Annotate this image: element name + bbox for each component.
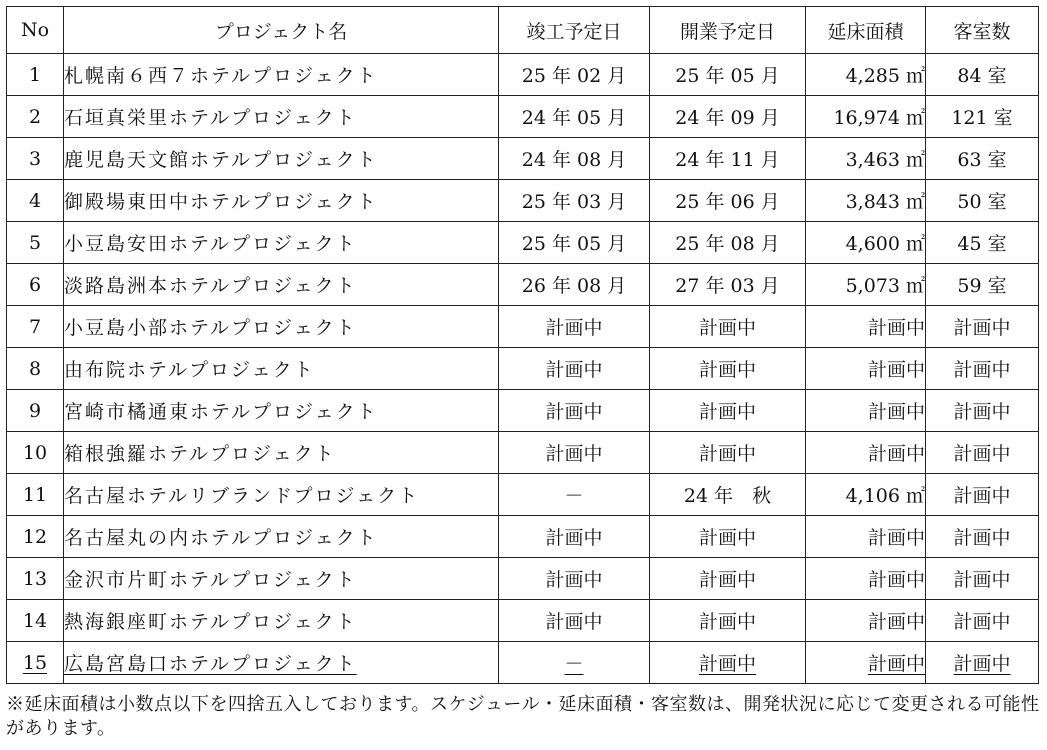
- row-project-name-cell: [64, 516, 499, 558]
- row-room-count: 63 室: [957, 149, 1007, 171]
- row-completion-date: 計画中: [545, 317, 603, 339]
- table-row: [7, 264, 1039, 306]
- row-completion-date: 計画中: [545, 401, 603, 423]
- row-project-name-cell: [64, 348, 499, 390]
- row-floor-area: 4,285 ㎡: [845, 65, 925, 87]
- row-completion-date: 24 年 08 月: [521, 149, 627, 171]
- row-floor-area: 計画中: [867, 653, 925, 675]
- row-room-count-cell: [926, 138, 1039, 180]
- row-project-name: 札幌南６西７ホテルプロジェクト: [64, 65, 378, 87]
- row-opening-date: 25 年 06 月: [675, 191, 780, 213]
- table-header-row: [7, 7, 1039, 54]
- row-no-cell: [7, 600, 64, 642]
- row-project-name: 名古屋ホテルリブランドプロジェクト: [64, 485, 420, 507]
- row-opening-date-cell: [650, 138, 806, 180]
- row-room-count-cell: [926, 306, 1039, 348]
- row-completion-date-cell: [499, 180, 650, 222]
- row-no-cell: [7, 264, 64, 306]
- row-project-name: 熱海銀座町ホテルプロジェクト: [64, 611, 357, 633]
- row-floor-area-cell: [806, 390, 926, 432]
- row-room-count: 59 室: [957, 275, 1007, 297]
- row-project-name-cell: [64, 54, 499, 96]
- header-floor-area: 延床面積: [806, 7, 926, 54]
- row-completion-date: －: [564, 653, 584, 675]
- row-floor-area-cell: [806, 516, 926, 558]
- row-project-name-cell: [64, 138, 499, 180]
- row-opening-date: 24 年 秋: [683, 485, 772, 507]
- table-row: [7, 390, 1039, 432]
- row-floor-area-cell: [806, 348, 926, 390]
- row-completion-date: 計画中: [545, 359, 603, 381]
- row-completion-date-cell: [499, 600, 650, 642]
- row-room-count: 計画中: [953, 527, 1011, 549]
- row-project-name: 鹿児島天文館ホテルプロジェクト: [64, 149, 378, 171]
- table-row: [7, 96, 1039, 138]
- row-floor-area: 16,974 ㎡: [833, 107, 925, 129]
- row-no-cell: [7, 348, 64, 390]
- row-opening-date-cell: [650, 474, 806, 516]
- header-room-count: 客室数: [926, 7, 1039, 54]
- row-project-name-cell: [64, 96, 499, 138]
- row-project-name-cell: [64, 558, 499, 600]
- row-floor-area: 計画中: [867, 401, 925, 423]
- table-row: [7, 222, 1039, 264]
- row-room-count-cell: [926, 600, 1039, 642]
- row-no-cell: [7, 138, 64, 180]
- row-opening-date-cell: [650, 432, 806, 474]
- row-floor-area: 3,463 ㎡: [845, 149, 925, 171]
- row-room-count: 計画中: [953, 569, 1011, 591]
- header-opening-date: 開業予定日: [650, 7, 806, 54]
- row-project-name: 金沢市片町ホテルプロジェクト: [64, 569, 357, 591]
- row-no-cell: [7, 432, 64, 474]
- row-room-count-cell: [926, 264, 1039, 306]
- row-project-name-cell: [64, 432, 499, 474]
- row-opening-date: 計画中: [698, 653, 756, 675]
- row-opening-date: 24 年 11 月: [675, 149, 780, 171]
- row-opening-date-cell: [650, 96, 806, 138]
- row-room-count: 45 室: [957, 233, 1007, 255]
- row-room-count-cell: [926, 432, 1039, 474]
- row-project-name-cell: [64, 642, 499, 684]
- row-completion-date: 24 年 05 月: [521, 107, 627, 129]
- row-floor-area: 計画中: [867, 359, 925, 381]
- row-project-name: 御殿場東田中ホテルプロジェクト: [64, 191, 378, 213]
- row-opening-date: 計画中: [698, 569, 756, 591]
- row-completion-date: 計画中: [545, 527, 603, 549]
- row-floor-area: 4,600 ㎡: [845, 233, 925, 255]
- row-completion-date-cell: [499, 54, 650, 96]
- row-floor-area-cell: [806, 54, 926, 96]
- row-project-name-cell: [64, 474, 499, 516]
- row-project-name-cell: [64, 180, 499, 222]
- row-no-cell: [7, 222, 64, 264]
- row-project-name: 由布院ホテルプロジェクト: [64, 359, 315, 381]
- row-completion-date-cell: [499, 558, 650, 600]
- row-completion-date-cell: [499, 306, 650, 348]
- row-floor-area: 計画中: [867, 569, 925, 591]
- row-project-name: 小豆島安田ホテルプロジェクト: [64, 233, 357, 255]
- row-room-count-cell: [926, 558, 1039, 600]
- header-project-name: プロジェクト名: [64, 7, 499, 54]
- row-completion-date-cell: [499, 222, 650, 264]
- row-no: 5: [28, 231, 42, 254]
- header-no: No: [7, 7, 64, 54]
- row-project-name-cell: [64, 306, 499, 348]
- row-no-cell: [7, 516, 64, 558]
- row-no-cell: [7, 96, 64, 138]
- row-opening-date: 25 年 05 月: [675, 65, 780, 87]
- row-floor-area-cell: [806, 264, 926, 306]
- table-row: [7, 348, 1039, 390]
- row-opening-date-cell: [650, 264, 806, 306]
- row-no: 14: [22, 609, 48, 632]
- row-no: 7: [28, 315, 42, 338]
- row-no-cell: [7, 306, 64, 348]
- row-room-count-cell: [926, 516, 1039, 558]
- row-opening-date: 計画中: [698, 317, 756, 339]
- row-completion-date-cell: [499, 516, 650, 558]
- row-room-count-cell: [926, 474, 1039, 516]
- row-project-name: 小豆島小部ホテルプロジェクト: [64, 317, 357, 339]
- row-floor-area-cell: [806, 138, 926, 180]
- row-room-count-cell: [926, 222, 1039, 264]
- row-opening-date-cell: [650, 390, 806, 432]
- row-completion-date: 計画中: [545, 443, 603, 465]
- row-floor-area-cell: [806, 222, 926, 264]
- row-floor-area-cell: [806, 96, 926, 138]
- row-completion-date-cell: [499, 390, 650, 432]
- table-body: [7, 54, 1039, 684]
- table-row: [7, 54, 1039, 96]
- row-room-count-cell: [926, 390, 1039, 432]
- row-project-name: 石垣真栄里ホテルプロジェクト: [64, 107, 357, 129]
- row-completion-date-cell: [499, 96, 650, 138]
- row-floor-area-cell: [806, 306, 926, 348]
- table-row: [7, 432, 1039, 474]
- row-project-name-cell: [64, 264, 499, 306]
- row-completion-date-cell: [499, 642, 650, 684]
- table-row: [7, 138, 1039, 180]
- row-room-count: 計画中: [953, 653, 1011, 675]
- row-room-count: 計画中: [953, 485, 1011, 507]
- table-row: [7, 516, 1039, 558]
- row-opening-date-cell: [650, 558, 806, 600]
- row-completion-date: 25 年 03 月: [521, 191, 627, 213]
- row-no: 4: [28, 189, 42, 212]
- table-row: [7, 306, 1039, 348]
- row-room-count: 計画中: [953, 317, 1011, 339]
- row-no: 2: [28, 105, 42, 128]
- row-completion-date: 25 年 02 月: [521, 65, 627, 87]
- row-completion-date-cell: [499, 264, 650, 306]
- header-completion-date: 竣工予定日: [499, 7, 650, 54]
- row-opening-date: 25 年 08 月: [675, 233, 780, 255]
- row-room-count-cell: [926, 96, 1039, 138]
- row-completion-date: 25 年 05 月: [521, 233, 627, 255]
- row-no: 15: [22, 651, 48, 674]
- table-row: [7, 600, 1039, 642]
- row-completion-date: 計画中: [545, 611, 603, 633]
- row-floor-area: 3,843 ㎡: [845, 191, 925, 213]
- row-opening-date: 計画中: [698, 401, 756, 423]
- row-floor-area: 5,073 ㎡: [845, 275, 925, 297]
- row-no-cell: [7, 474, 64, 516]
- row-opening-date: 計画中: [698, 359, 756, 381]
- row-project-name: 名古屋丸の内ホテルプロジェクト: [64, 527, 378, 549]
- row-floor-area: 計画中: [867, 317, 925, 339]
- row-opening-date-cell: [650, 642, 806, 684]
- row-floor-area-cell: [806, 558, 926, 600]
- row-opening-date-cell: [650, 306, 806, 348]
- row-completion-date-cell: [499, 348, 650, 390]
- row-completion-date: 26 年 08 月: [521, 275, 627, 297]
- footnote: ※延床面積は小数点以下を四捨五入しております。スケジュール・延床面積・客室数は、開発状況に応じて変更される可能性があります。: [6, 694, 1040, 739]
- row-floor-area-cell: [806, 642, 926, 684]
- row-floor-area: 計画中: [867, 527, 925, 549]
- table-row: [7, 474, 1039, 516]
- row-opening-date: 24 年 09 月: [675, 107, 780, 129]
- row-opening-date-cell: [650, 516, 806, 558]
- row-opening-date-cell: [650, 54, 806, 96]
- row-completion-date-cell: [499, 138, 650, 180]
- row-floor-area: 計画中: [867, 443, 925, 465]
- row-project-name-cell: [64, 600, 499, 642]
- row-opening-date-cell: [650, 348, 806, 390]
- row-opening-date-cell: [650, 180, 806, 222]
- row-opening-date: 計画中: [698, 611, 756, 633]
- row-room-count: 計画中: [953, 443, 1011, 465]
- row-no-cell: [7, 558, 64, 600]
- row-no: 1: [28, 63, 42, 86]
- row-project-name-cell: [64, 222, 499, 264]
- row-room-count: 計画中: [953, 359, 1011, 381]
- row-room-count-cell: [926, 642, 1039, 684]
- row-completion-date: －: [564, 485, 584, 507]
- row-floor-area-cell: [806, 432, 926, 474]
- row-room-count-cell: [926, 180, 1039, 222]
- row-no-cell: [7, 642, 64, 684]
- row-floor-area: 4,106 ㎡: [845, 485, 925, 507]
- table-row: [7, 642, 1039, 684]
- row-floor-area-cell: [806, 600, 926, 642]
- row-project-name: 宮崎市橘通東ホテルプロジェクト: [64, 401, 378, 423]
- row-floor-area-cell: [806, 180, 926, 222]
- row-floor-area: 計画中: [867, 611, 925, 633]
- row-no-cell: [7, 54, 64, 96]
- row-opening-date: 計画中: [698, 443, 756, 465]
- row-no: 6: [28, 273, 42, 296]
- row-no: 12: [22, 525, 48, 548]
- row-floor-area-cell: [806, 474, 926, 516]
- row-no: 13: [22, 567, 48, 590]
- row-room-count-cell: [926, 348, 1039, 390]
- row-project-name-cell: [64, 390, 499, 432]
- row-opening-date-cell: [650, 600, 806, 642]
- row-room-count-cell: [926, 54, 1039, 96]
- row-completion-date: 計画中: [545, 569, 603, 591]
- row-room-count: 50 室: [957, 191, 1007, 213]
- row-project-name: 広島宮島口ホテルプロジェクト: [64, 653, 357, 675]
- table-row: [7, 180, 1039, 222]
- row-no-cell: [7, 390, 64, 432]
- hotel-projects-table: [6, 6, 1039, 684]
- row-opening-date: 計画中: [698, 527, 756, 549]
- row-no: 9: [28, 399, 42, 422]
- row-room-count: 84 室: [957, 65, 1007, 87]
- row-room-count: 計画中: [953, 401, 1011, 423]
- row-no: 3: [28, 147, 42, 170]
- row-completion-date-cell: [499, 432, 650, 474]
- table-row: [7, 558, 1039, 600]
- row-project-name: 箱根強羅ホテルプロジェクト: [64, 443, 336, 465]
- row-room-count: 121 室: [951, 107, 1013, 129]
- row-opening-date-cell: [650, 222, 806, 264]
- row-no: 11: [22, 483, 48, 506]
- row-completion-date-cell: [499, 474, 650, 516]
- row-no: 10: [22, 441, 48, 464]
- row-project-name: 淡路島洲本ホテルプロジェクト: [64, 275, 357, 297]
- row-no: 8: [28, 357, 42, 380]
- row-no-cell: [7, 180, 64, 222]
- row-opening-date: 27 年 03 月: [675, 275, 780, 297]
- row-room-count: 計画中: [953, 611, 1011, 633]
